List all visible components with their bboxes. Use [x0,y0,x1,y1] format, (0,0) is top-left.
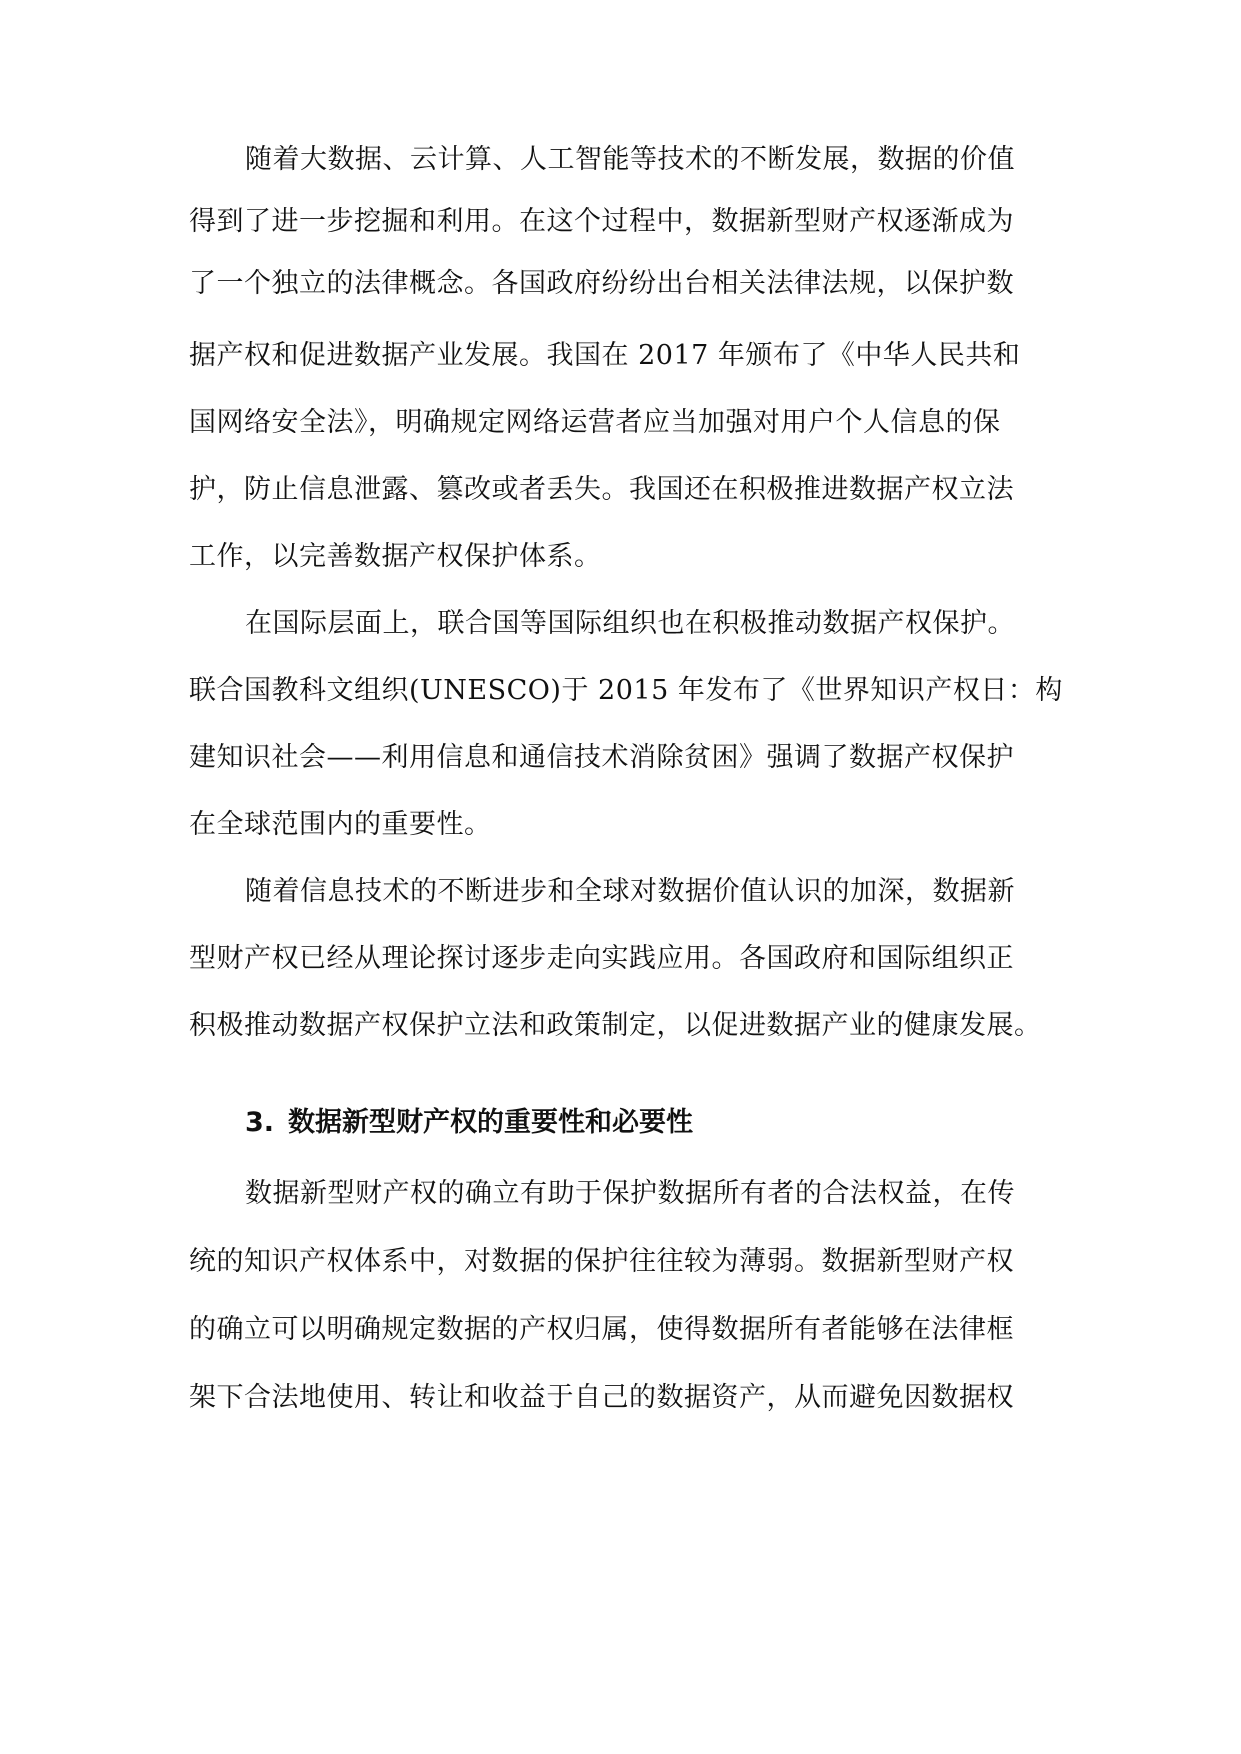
section-heading [245,1103,1059,1143]
paragraph-1-line: 护，防止信息泄露、篡改或者丢失。我国还在积极推进数据产权立法 [189,474,1014,505]
paragraph-3-line: 随着信息技术的不断进步和全球对数据价值认识的加深，数据新 [245,876,1015,907]
paragraph-4-line: 架下合法地使用、转让和收益于自己的数据资产，从而避免因数据权 [189,1382,1014,1413]
paragraph-4-line: 数据新型财产权的确立有助于保护数据所有者的合法权益，在传 [245,1178,1015,1209]
paragraph-1-line: 工作，以完善数据产权保护体系。 [189,541,602,572]
paragraph-2-line: 建知识社会——利用信息和通信技术消除贫困》强调了数据产权保护 [189,742,1014,773]
paragraph-3-line: 积极推动数据产权保护立法和政策制定，以促进数据产业的健康发展。 [189,1010,1042,1041]
section-number: 3. [245,1107,275,1138]
paragraph-1-line: 国网络安全法》，明确规定网络运营者应当加强对用户个人信息的保 [189,407,1001,438]
paragraph-3-line: 型财产权已经从理论探讨逐步走向实践应用。各国政府和国际组织正 [189,943,1014,974]
paragraph-2-line: 在国际层面上，联合国等国际组织也在积极推动数据产权保护。 [245,608,1015,639]
section-title: 数据新型财产权的重要性和必要性 [288,1107,694,1138]
paragraph-2-line: 在全球范围内的重要性。 [189,809,492,840]
paragraph-1-line: 得到了进一步挖掘和利用。在这个过程中，数据新型财产权逐渐成为 [189,206,1014,237]
paragraph-4-line: 的确立可以明确规定数据的产权归属，使得数据所有者能够在法律框 [189,1314,1014,1345]
paragraph-4-line: 统的知识产权体系中，对数据的保护往往较为薄弱。数据新型财产权 [189,1246,1014,1277]
paragraph-1-line: 随着大数据、云计算、人工智能等技术的不断发展，数据的价值 [245,144,1015,175]
paragraph-1-line: 据产权和促进数据产业发展。我国在 2017 年颁布了《中华人民共和 [189,340,1021,371]
paragraph-1-line: 了一个独立的法律概念。各国政府纷纷出台相关法律法规，以保护数 [189,268,1014,299]
paragraph-2-line: 联合国教科文组织(UNESCO)于 2015 年发布了《世界知识产权日：构 [189,675,1063,706]
